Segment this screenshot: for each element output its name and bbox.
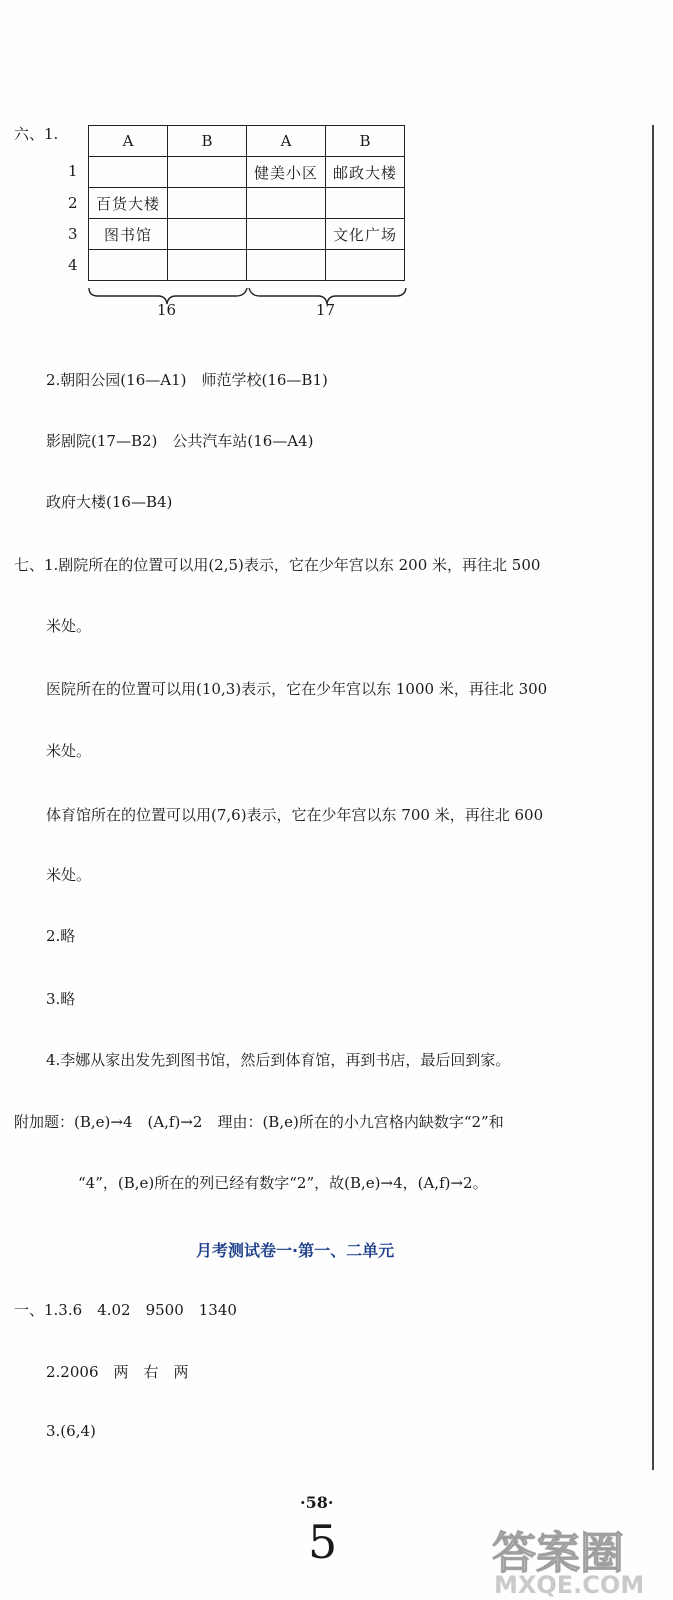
table-cell	[326, 250, 405, 281]
answer-line: 4.李娜从家出发先到图书馆，然后到体育馆，再到书店，最后回到家。	[46, 1051, 511, 1069]
answer-line: 米处。	[46, 742, 92, 760]
table-row	[89, 157, 405, 188]
section-title: 月考测试卷一·第一、二单元	[196, 1241, 395, 1260]
page-edge-line	[652, 125, 654, 1470]
table-cell	[168, 157, 247, 188]
table-cell	[168, 219, 247, 250]
watermark-logo	[488, 1515, 673, 1600]
header-cell: B	[326, 126, 405, 157]
answer-line: “4”，(B,e)所在的列已经有数字“2”，故(B,e)→4，(A,f)→2。	[78, 1174, 488, 1192]
group-label-16: 16	[157, 301, 177, 319]
answer-line: 一、1.3.6 4.02 9500 1340	[14, 1301, 237, 1319]
row-label: 1	[68, 162, 78, 180]
answer-line: 体育馆所在的位置可以用(7,6)表示，它在少年宫以东 700 米，再往北 600	[46, 806, 544, 824]
answer-line: 七、1.剧院所在的位置可以用(2,5)表示，它在少年宫以东 200 米，再往北 500	[14, 556, 541, 574]
table-cell: 文化广场	[326, 219, 405, 250]
group-label-17: 17	[316, 301, 336, 319]
table-cell: 图书馆	[89, 219, 168, 250]
table-cell: 健美小区	[247, 157, 326, 188]
answer-line: 3.(6,4)	[46, 1422, 96, 1440]
table-cell	[247, 219, 326, 250]
answer-line: 2.略	[46, 927, 76, 945]
section-6-label: 六、1.	[14, 125, 59, 143]
header-cell: A	[247, 126, 326, 157]
table-cell: 百货大楼	[89, 188, 168, 219]
table-cell: 邮政大楼	[326, 157, 405, 188]
answer-line: 2.朝阳公园(16—A1) 师范学校(16—B1)	[46, 371, 328, 389]
watermark-cn-text: 答案圈	[492, 1528, 624, 1579]
page-number: ·58·	[300, 1493, 334, 1512]
location-grid-table	[88, 125, 405, 281]
header-cell: B	[168, 126, 247, 157]
table-cell	[168, 250, 247, 281]
table-row	[89, 219, 405, 250]
table-row	[89, 250, 405, 281]
answer-line: 附加题：(B,e)→4 (A,f)→2 理由：(B,e)所在的小九宫格内缺数字“2”和	[14, 1113, 504, 1131]
row-label: 3	[68, 225, 78, 243]
answer-line: 影剧院(17—B2) 公共汽车站(16—A4)	[46, 432, 314, 450]
table-cell	[89, 250, 168, 281]
header-cell: A	[89, 126, 168, 157]
grouping-brace	[86, 286, 416, 308]
answer-line: 3.略	[46, 990, 76, 1008]
row-label: 2	[68, 194, 78, 212]
table-cell	[247, 250, 326, 281]
handwritten-mark: 5	[308, 1515, 338, 1569]
answer-line: 2.2006 两 右 两	[46, 1363, 189, 1381]
answer-line: 米处。	[46, 866, 92, 884]
table-cell	[168, 188, 247, 219]
watermark-en-text: MXQE.COM	[494, 1571, 645, 1599]
table-cell	[247, 188, 326, 219]
table-cell	[89, 157, 168, 188]
row-label: 4	[68, 256, 78, 274]
answer-line: 医院所在的位置可以用(10,3)表示，它在少年宫以东 1000 米，再往北 300	[46, 680, 548, 698]
table-cell	[326, 188, 405, 219]
answer-line: 米处。	[46, 617, 92, 635]
table-header-row	[89, 126, 405, 157]
table-row	[89, 188, 405, 219]
answer-line: 政府大楼(16—B4)	[46, 493, 173, 511]
